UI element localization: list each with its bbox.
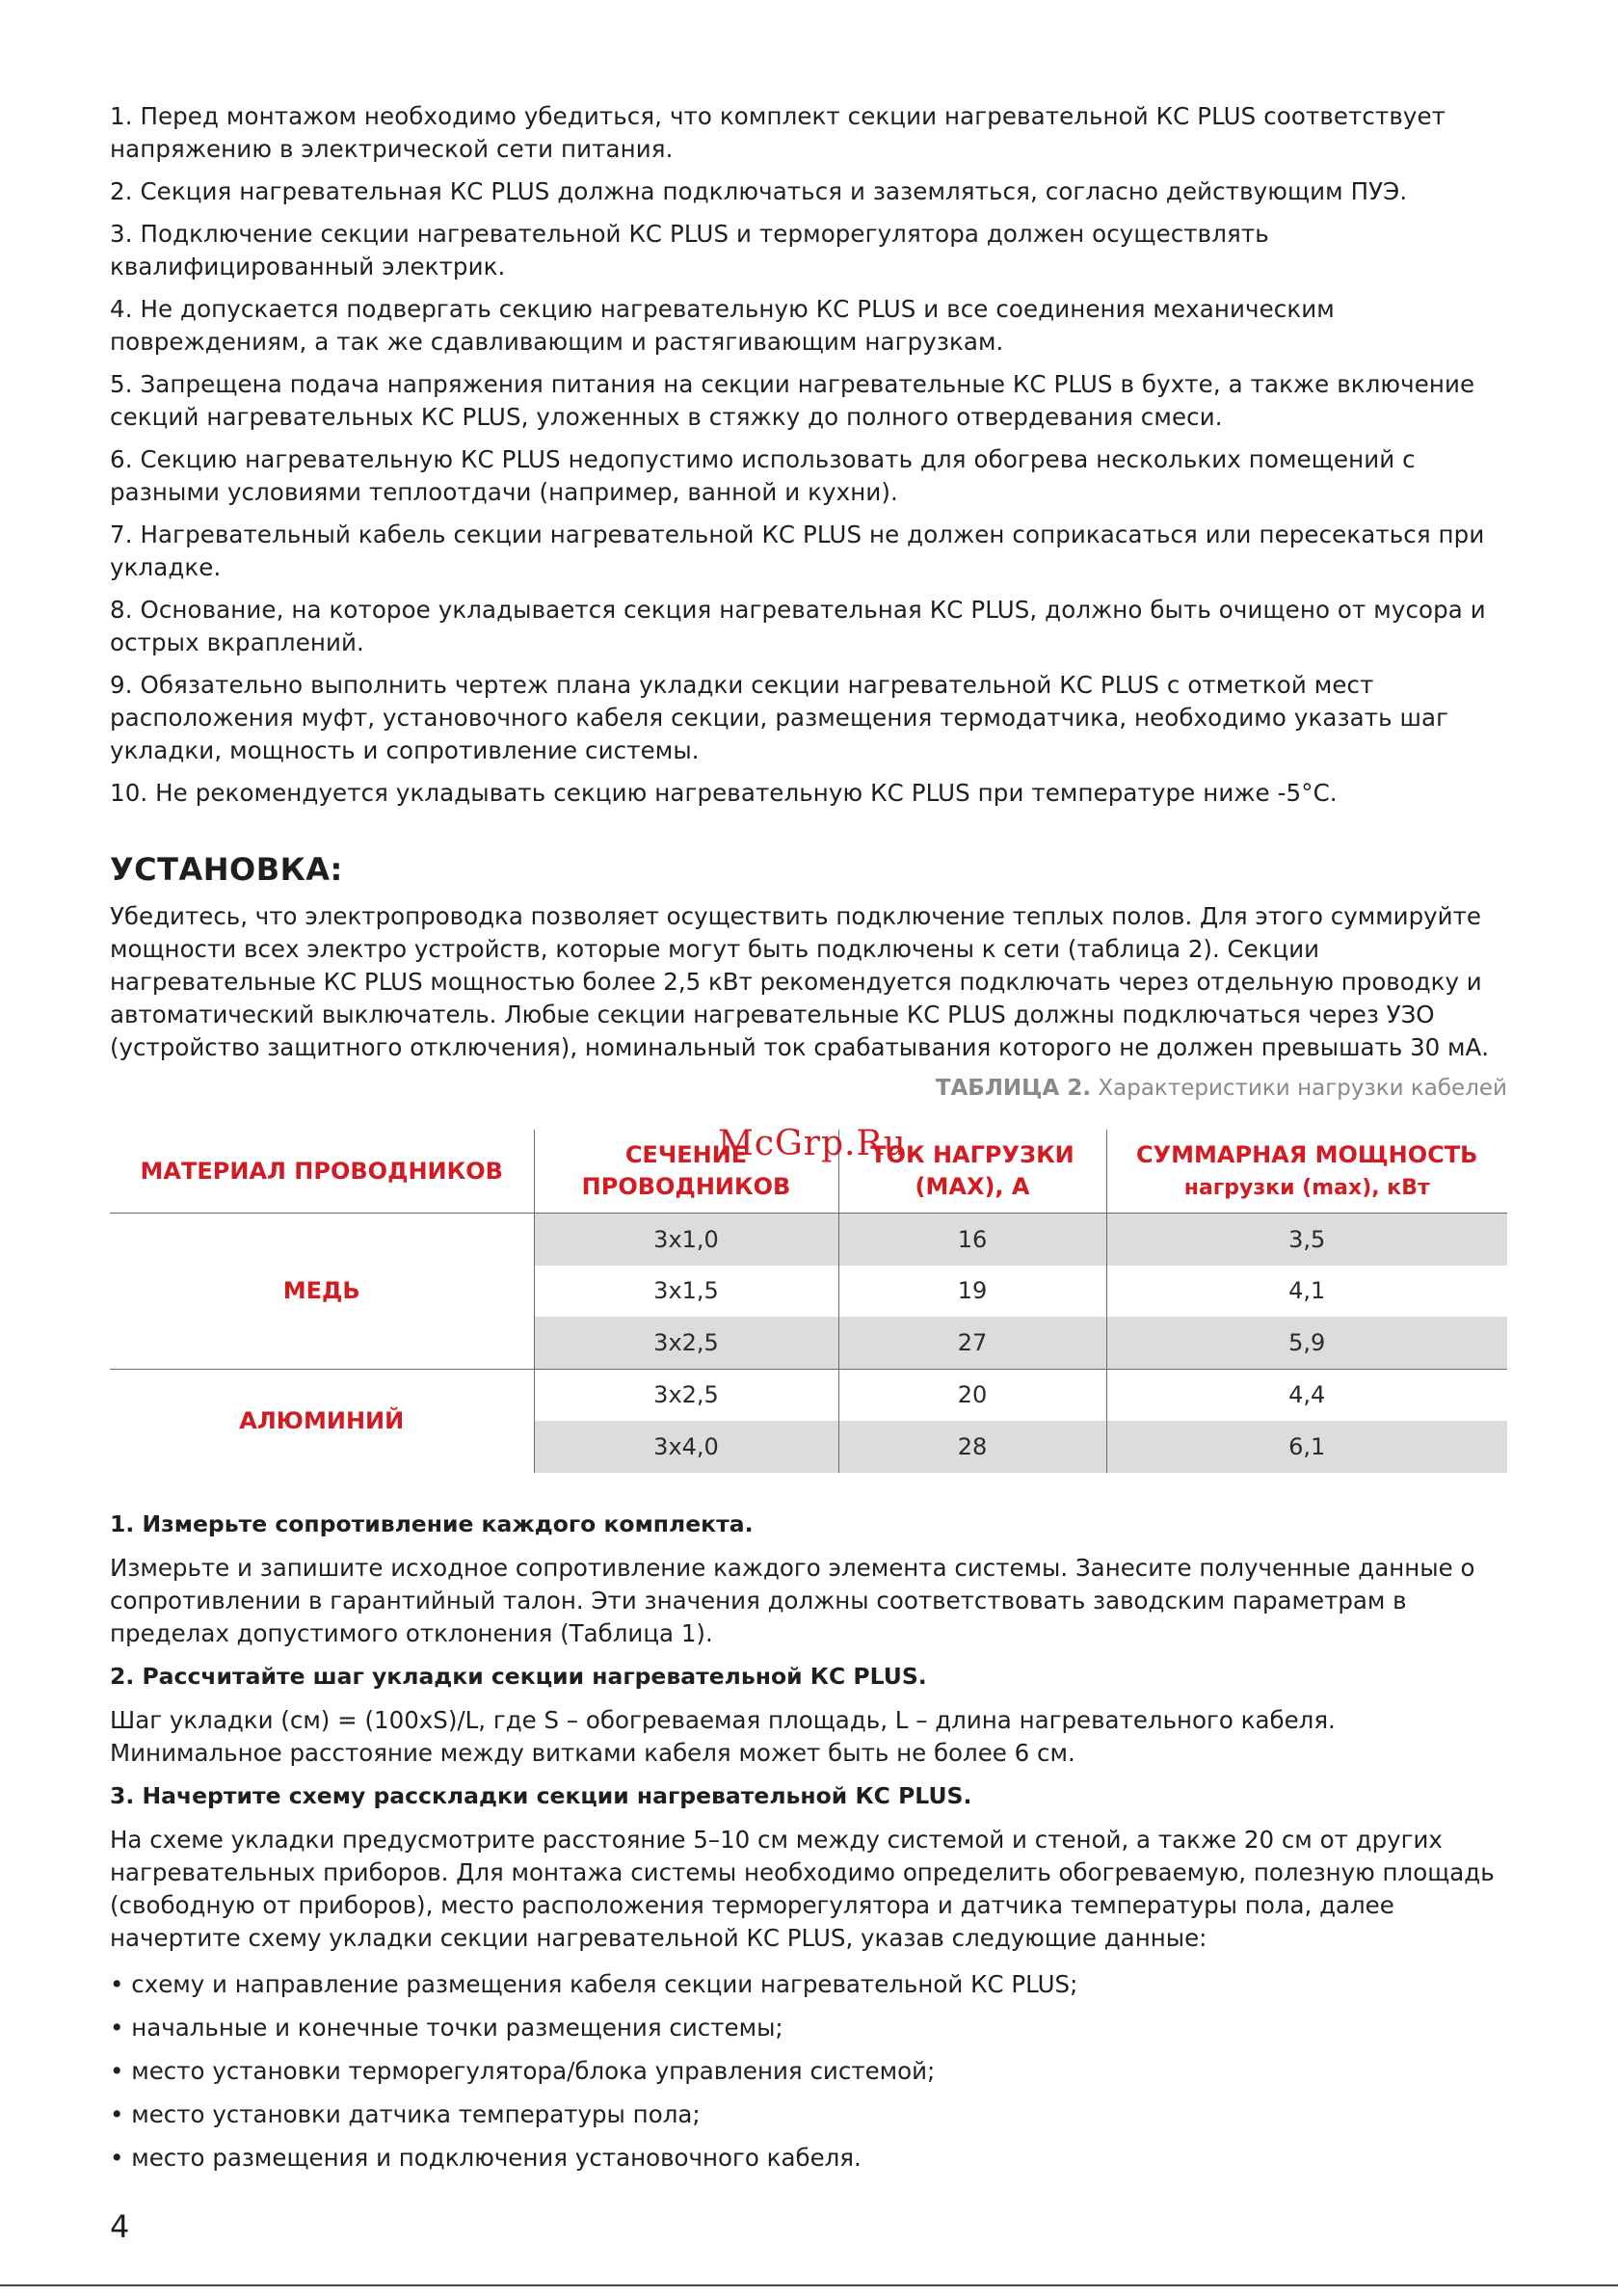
table-row: [110, 1369, 1507, 1421]
rule-item: 3. Подключение секции нагревательной КС PLUS и терморегулятора должен осуществлять квалифицированный электрик.: [110, 220, 1269, 280]
watermark: McGrp.Ru: [718, 1124, 907, 1163]
section-title: УСТАНОВКА:: [110, 851, 343, 888]
table-caption-text: Характеристики нагрузки кабелей: [1091, 1076, 1507, 1101]
step-text: На схеме укладки предусмотрите расстояние 5–10 см между системой и стеной, а также 20 см от других нагревательных приборов. Для монтажа системы необходимо определить обогреваемую, полезную площадь (свободную от приборов), место расположения терморегулятора и датчика температуры пола, далее начертите схему укладки секции нагревательной КС PLUS, указав следующие данные:: [110, 1825, 1495, 1952]
list-item: • место размещения и подключения установочного кабеля.: [110, 2143, 862, 2172]
rule-item: 4. Не допускается подвергать секцию нагревательную КС PLUS и все соединения механическим повреждениям, а так же сдавливающим и растягивающим нагрузкам.: [110, 295, 1335, 356]
power-cell: 4,1: [1106, 1266, 1507, 1318]
page-number: 4: [110, 2208, 130, 2245]
section-cell: 3х1,5: [534, 1266, 838, 1318]
rule-item: 5. Запрещена подача напряжения питания на секции нагревательные КС PLUS в бухте, а также включение секций нагревательных КС PLUS, уложенных в стяжку до полного отвердевания смеси.: [110, 370, 1475, 431]
header-material: МАТЕРИАЛ ПРОВОДНИКОВ: [110, 1130, 534, 1214]
power-cell: 3,5: [1106, 1214, 1507, 1266]
power-cell: 5,9: [1106, 1317, 1507, 1369]
current-cell: 19: [838, 1266, 1106, 1318]
step-title: 2. Рассчитайте шаг укладки секции нагревательной КС PLUS.: [110, 1662, 927, 1690]
step-title: 3. Начертите схему расскладки секции нагревательной КС PLUS.: [110, 1781, 972, 1809]
current-cell: 28: [838, 1421, 1106, 1473]
list-item: • место установки датчика температуры пола;: [110, 2099, 701, 2128]
step-text: Измерьте и запишите исходное сопротивление каждого элемента системы. Занесите полученные данные о сопротивлении в гарантийный талон. Эти значения должны соответствовать заводским параметрам в пределах допустимого отклонения (Таблица 1).: [110, 1553, 1475, 1647]
rule-item: 1. Перед монтажом необходимо убедиться, что комплект секции нагревательной КС PLUS соответствует напряжению в электрической сети питания.: [110, 102, 1446, 163]
table-caption-label: ТАБЛИЦА 2.: [935, 1076, 1092, 1101]
install-intro: Убедитесь, что электропроводка позволяет осуществить подключение теплых полов. Для этого суммируйте мощности всех электро устройств, которые могут быть подключены к сети (таблица 2). Секции нагревательные КС PLUS мощностью более 2,5 кВт рекомендуется подключать через отдельную проводку и автоматический выключатель. Любые секции нагревательные КС PLUS должны подключаться через УЗО (устройство защитного отключения), номинальный ток срабатывания которого не должен превышать 30 мА.: [110, 902, 1490, 1061]
page-bottom-divider: [0, 2284, 1618, 2286]
section-cell: 3х2,5: [534, 1317, 838, 1369]
list-item: • начальные и конечные точки размещения системы;: [110, 2013, 783, 2042]
rules-list: [110, 100, 1507, 810]
current-cell: 27: [838, 1317, 1106, 1369]
step-title: 1. Измерьте сопротивление каждого комплекта.: [110, 1509, 754, 1537]
rule-item: 6. Секцию нагревательную КС PLUS недопустимо использовать для обогрева нескольких помещений с разными условиями теплоотдачи (например, ванной и кухни).: [110, 445, 1416, 506]
material-cell: МЕДЬ: [110, 1214, 534, 1370]
table-caption: [110, 1074, 1507, 1103]
section-cell: 3х4,0: [534, 1421, 838, 1473]
current-cell: 16: [838, 1214, 1106, 1266]
rule-item: 10. Не рекомендуется укладывать секцию нагревательную КС PLUS при температуре ниже -5°С.: [110, 779, 1338, 807]
section-cell: 3х1,0: [534, 1214, 838, 1266]
header-section: СЕЧЕНИЕ ПРОВОДНИКОВ: [534, 1130, 838, 1214]
list-item: • схему и направление размещения кабеля секции нагревательной КС PLUS;: [110, 1969, 1078, 1998]
header-power: СУММАРНАЯ МОЩНОСТЬ нагрузки (max), кВт: [1106, 1130, 1507, 1214]
power-cell: 6,1: [1106, 1421, 1507, 1473]
step-text: Шаг укладки (см) = (100хS)/L, где S – обогреваемая площадь, L – длина нагревательного кабеля. Минимальное расстояние между витками кабеля может быть не более 6 см.: [110, 1705, 1336, 1767]
table-row: [110, 1214, 1507, 1266]
current-cell: 20: [838, 1369, 1106, 1421]
rule-item: 7. Нагревательный кабель секции нагревательной КС PLUS не должен соприкасаться или пересекаться при укладке.: [110, 521, 1485, 581]
section-cell: 3х2,5: [534, 1369, 838, 1421]
rule-item: 8. Основание, на которое укладывается секция нагревательная КС PLUS, должно быть очищено от мусора и острых вкраплений.: [110, 596, 1486, 656]
header-current: ТОК НАГРУЗКИ (MAX), А: [838, 1130, 1106, 1214]
power-cell: 4,4: [1106, 1369, 1507, 1421]
rule-item: 2. Секция нагревательная КС PLUS должна подключаться и заземляться, согласно действующим ПУЭ.: [110, 177, 1408, 205]
rule-item: 9. Обязательно выполнить чертеж плана укладки секции нагревательной КС PLUS с отметкой мест расположения муфт, установочного кабеля секции, размещения термодатчика, необходимо указать шаг укладки, мощность и сопротивление системы.: [110, 671, 1449, 764]
material-cell: АЛЮМИНИЙ: [110, 1369, 534, 1473]
list-item: • место установки терморегулятора/блока управления системой;: [110, 2056, 936, 2085]
cable-load-table: [110, 1130, 1507, 1473]
bullet-list: [110, 1968, 1507, 2175]
